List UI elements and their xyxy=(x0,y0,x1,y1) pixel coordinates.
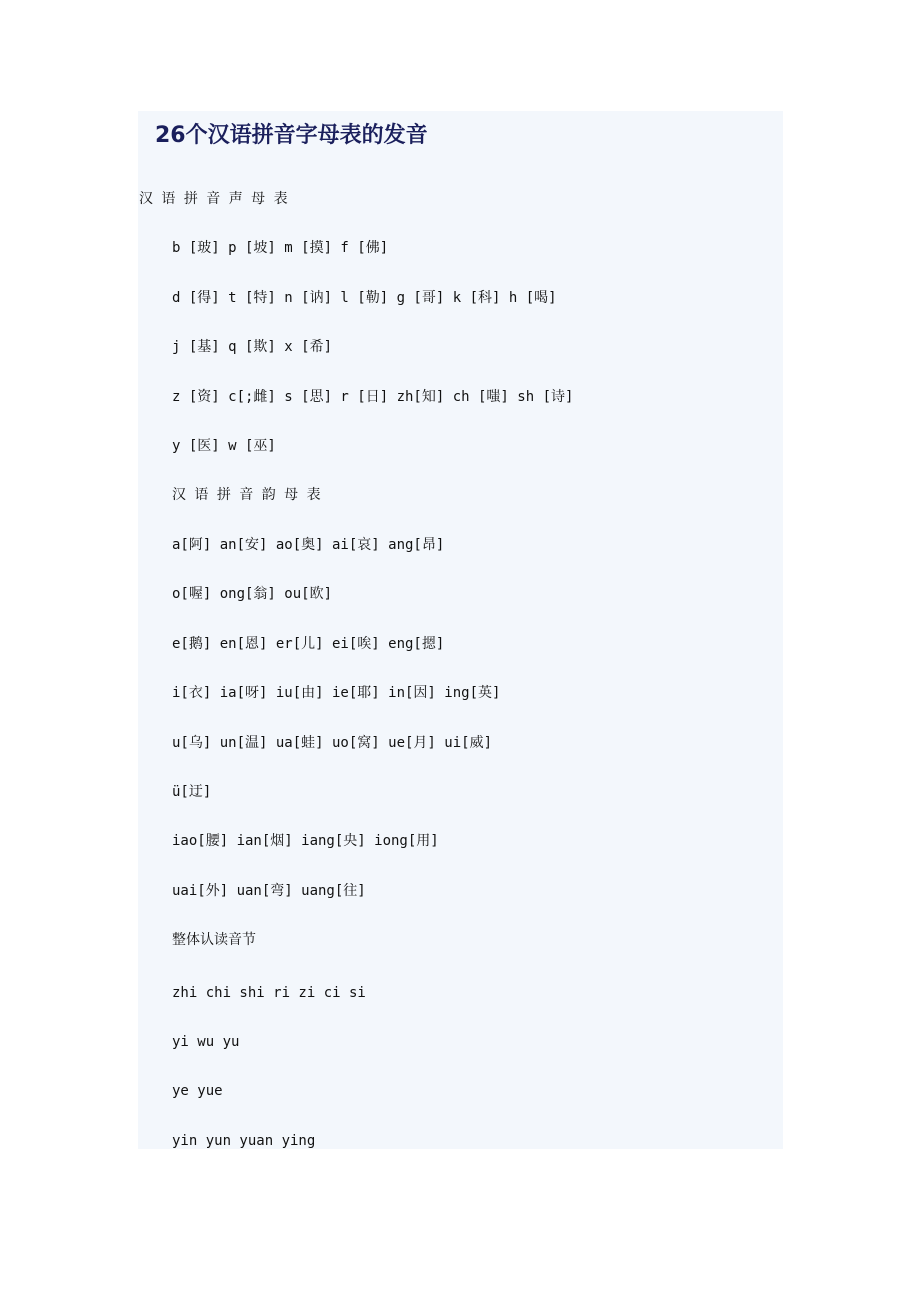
section-heading-syllables: 整体认读音节 xyxy=(172,932,256,948)
section-heading-initials: 汉 语 拼 音 声 母 表 xyxy=(139,191,288,207)
text-line: ye yue xyxy=(172,1083,223,1099)
text-line: uai[外] uan[弯] uang[往] xyxy=(172,883,366,899)
text-line: o[喔] ong[翁] ou[欧] xyxy=(172,586,333,602)
text-line: b [玻] p [坡] m [摸] f [佛] xyxy=(172,240,389,256)
document-title: 26个汉语拼音字母表的发音 xyxy=(155,123,428,148)
text-line: iao[腰] ian[烟] iang[央] iong[用] xyxy=(172,833,439,849)
text-line: d [得] t [特] n [讷] l [勒] g [哥] k [科] h [喝] xyxy=(172,290,557,306)
section-heading-finals: 汉 语 拼 音 韵 母 表 xyxy=(172,487,321,503)
text-line: z [资] c[;雌] s [思] r [日] zh[知] ch [嗤] sh [诗] xyxy=(172,389,574,405)
text-line: yin yun yuan ying xyxy=(172,1133,316,1149)
text-line: a[阿] an[安] ao[奥] ai[哀] ang[昂] xyxy=(172,537,445,553)
text-line: y [医] w [巫] xyxy=(172,438,276,454)
text-line: j [基] q [欺] x [希] xyxy=(172,339,333,355)
text-line: i[衣] ia[呀] iu[由] ie[耶] in[因] ing[英] xyxy=(172,685,501,701)
text-line: e[鹅] en[恩] er[儿] ei[唉] eng[摁] xyxy=(172,636,445,652)
text-line: ü[迂] xyxy=(172,784,212,800)
text-line: yi wu yu xyxy=(172,1034,240,1050)
text-line: u[乌] un[温] ua[蛙] uo[窝] ue[月] ui[威] xyxy=(172,735,493,751)
text-line: zhi chi shi ri zi ci si xyxy=(172,985,366,1001)
